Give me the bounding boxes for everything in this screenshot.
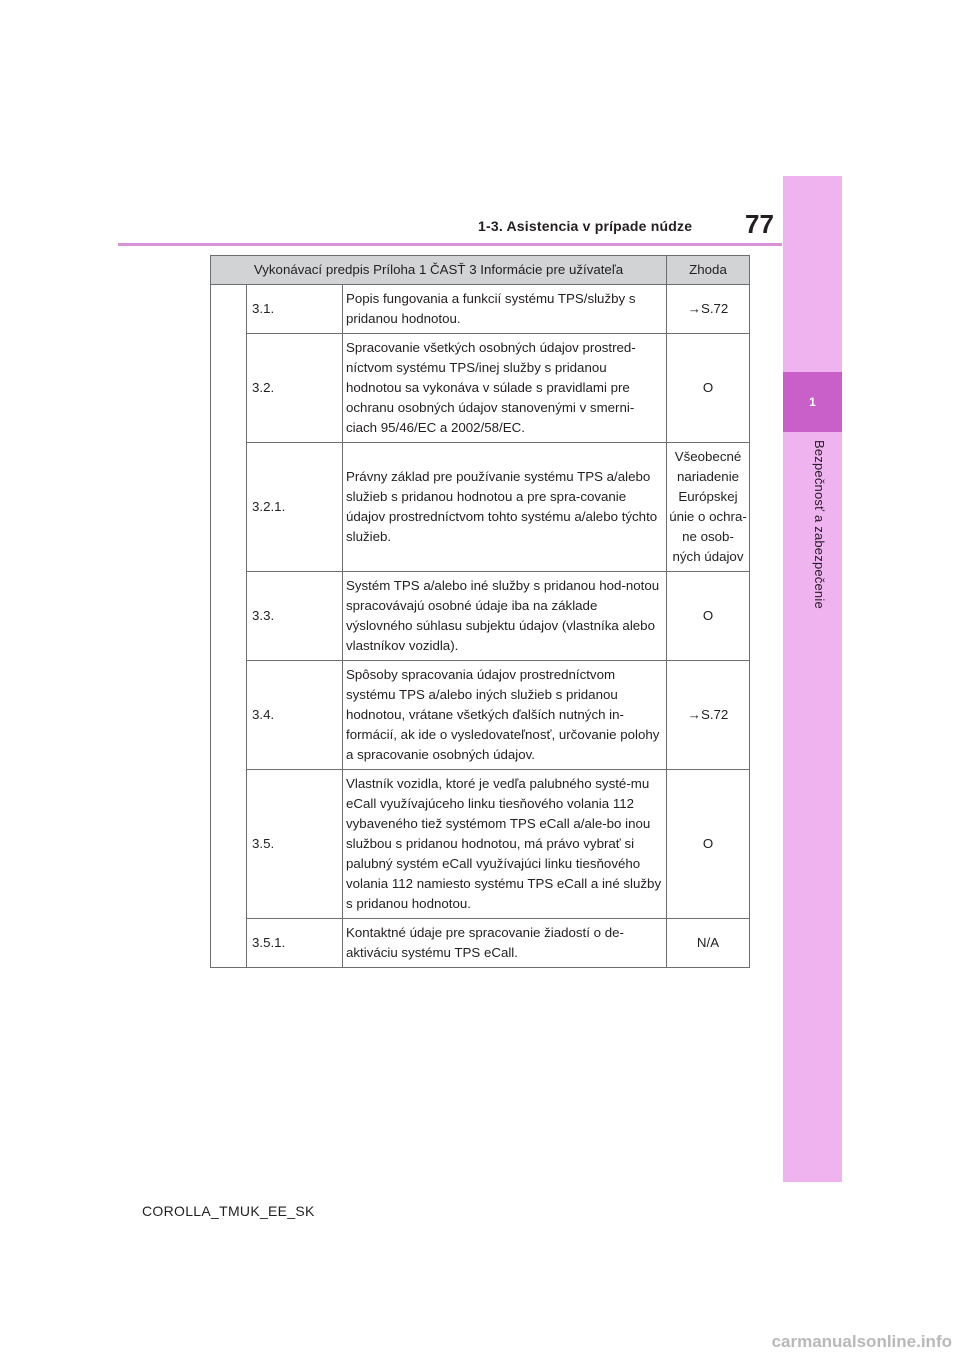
table-header-row bbox=[211, 256, 750, 285]
row-compliance: O bbox=[667, 770, 750, 919]
row-description: Spôsoby spracovania údajov prostredníctvom systému TPS a/alebo iných služieb s pridanou hodnotou, vrátane všetkých ďalších nutných in-formácií, ak ide o vysledovateľnosť, určovanie polohy a spracovanie osobných údajov. bbox=[343, 661, 667, 770]
chapter-number: 1 bbox=[783, 372, 842, 432]
row-number: 3.3. bbox=[247, 572, 343, 661]
row-number: 3.5. bbox=[247, 770, 343, 919]
row-compliance: Všeobecné nariadenie Európskej únie o ochra-ne osob-ných údajov bbox=[667, 443, 750, 572]
header-divider bbox=[118, 243, 782, 246]
table-indent-cell bbox=[211, 285, 247, 968]
row-description: Popis fungovania a funkcií systému TPS/služby s pridanou hodnotou. bbox=[343, 285, 667, 334]
row-compliance: O bbox=[667, 334, 750, 443]
row-number: 3.2.1. bbox=[247, 443, 343, 572]
section-title: 1-3. Asistencia v prípade núdze bbox=[478, 218, 693, 234]
row-description: Právny základ pre používanie systému TPS a/alebo služieb s pridanou hodnotou a pre spra-covanie údajov prostredníctvom tohto systému a/alebo týchto služieb. bbox=[343, 443, 667, 572]
table-row bbox=[211, 285, 750, 334]
document-code: COROLLA_TMUK_EE_SK bbox=[142, 1203, 315, 1219]
table-row bbox=[211, 443, 750, 572]
row-description: Spracovanie všetkých osobných údajov prostred-níctvom systému TPS/inej služby s pridanou hodnotou sa vykonáva v súlade s pravidlami pre ochranu osobných údajov stanovenými v smerni-ciach 95/46/EC a 2002/58/EC. bbox=[343, 334, 667, 443]
watermark: carmanualsonline.info bbox=[771, 1332, 952, 1351]
chapter-side-tab bbox=[783, 176, 842, 1182]
row-number: 3.2. bbox=[247, 334, 343, 443]
page-number: 77 bbox=[745, 209, 774, 239]
table-row bbox=[211, 572, 750, 661]
row-description: Systém TPS a/alebo iné služby s pridanou hod-notou spracovávajú osobné údaje iba na základe výslovného súhlasu subjektu údajov (vlastníka alebo vlastníkov vozidla). bbox=[343, 572, 667, 661]
table-header-compliance: Zhoda bbox=[667, 256, 750, 285]
table-row bbox=[211, 770, 750, 919]
row-number: 3.5.1. bbox=[247, 919, 343, 968]
table-header-requirement: Vykonávací predpis Príloha 1 ČASŤ 3 Informácie pre užívateľa bbox=[211, 256, 667, 285]
table-row bbox=[211, 919, 750, 968]
table-row bbox=[211, 334, 750, 443]
row-number: 3.4. bbox=[247, 661, 343, 770]
row-compliance: →S.72 bbox=[667, 661, 750, 770]
row-compliance: N/A bbox=[667, 919, 750, 968]
table-row bbox=[211, 661, 750, 770]
row-description: Kontaktné údaje pre spracovanie žiadostí o de-aktiváciu systému TPS eCall. bbox=[343, 919, 667, 968]
row-compliance: →S.72 bbox=[667, 285, 750, 334]
row-compliance: O bbox=[667, 572, 750, 661]
row-number: 3.1. bbox=[247, 285, 343, 334]
row-description: Vlastník vozidla, ktoré je vedľa palubného systé-mu eCall využívajúceho linku tiesňového volania 112 vybaveného tiež systémom TPS eCall a/ale-bo inou službou s pridanou hodnotou, má právo vybrať si palubný systém eCall využívajúci linku tiesňového volania 112 namiesto systému TPS eCall a iné služby s pridanou hodnotou. bbox=[343, 770, 667, 919]
chapter-label: Bezpečnosť a zabezpečenie bbox=[812, 440, 827, 609]
compliance-table bbox=[210, 255, 750, 968]
